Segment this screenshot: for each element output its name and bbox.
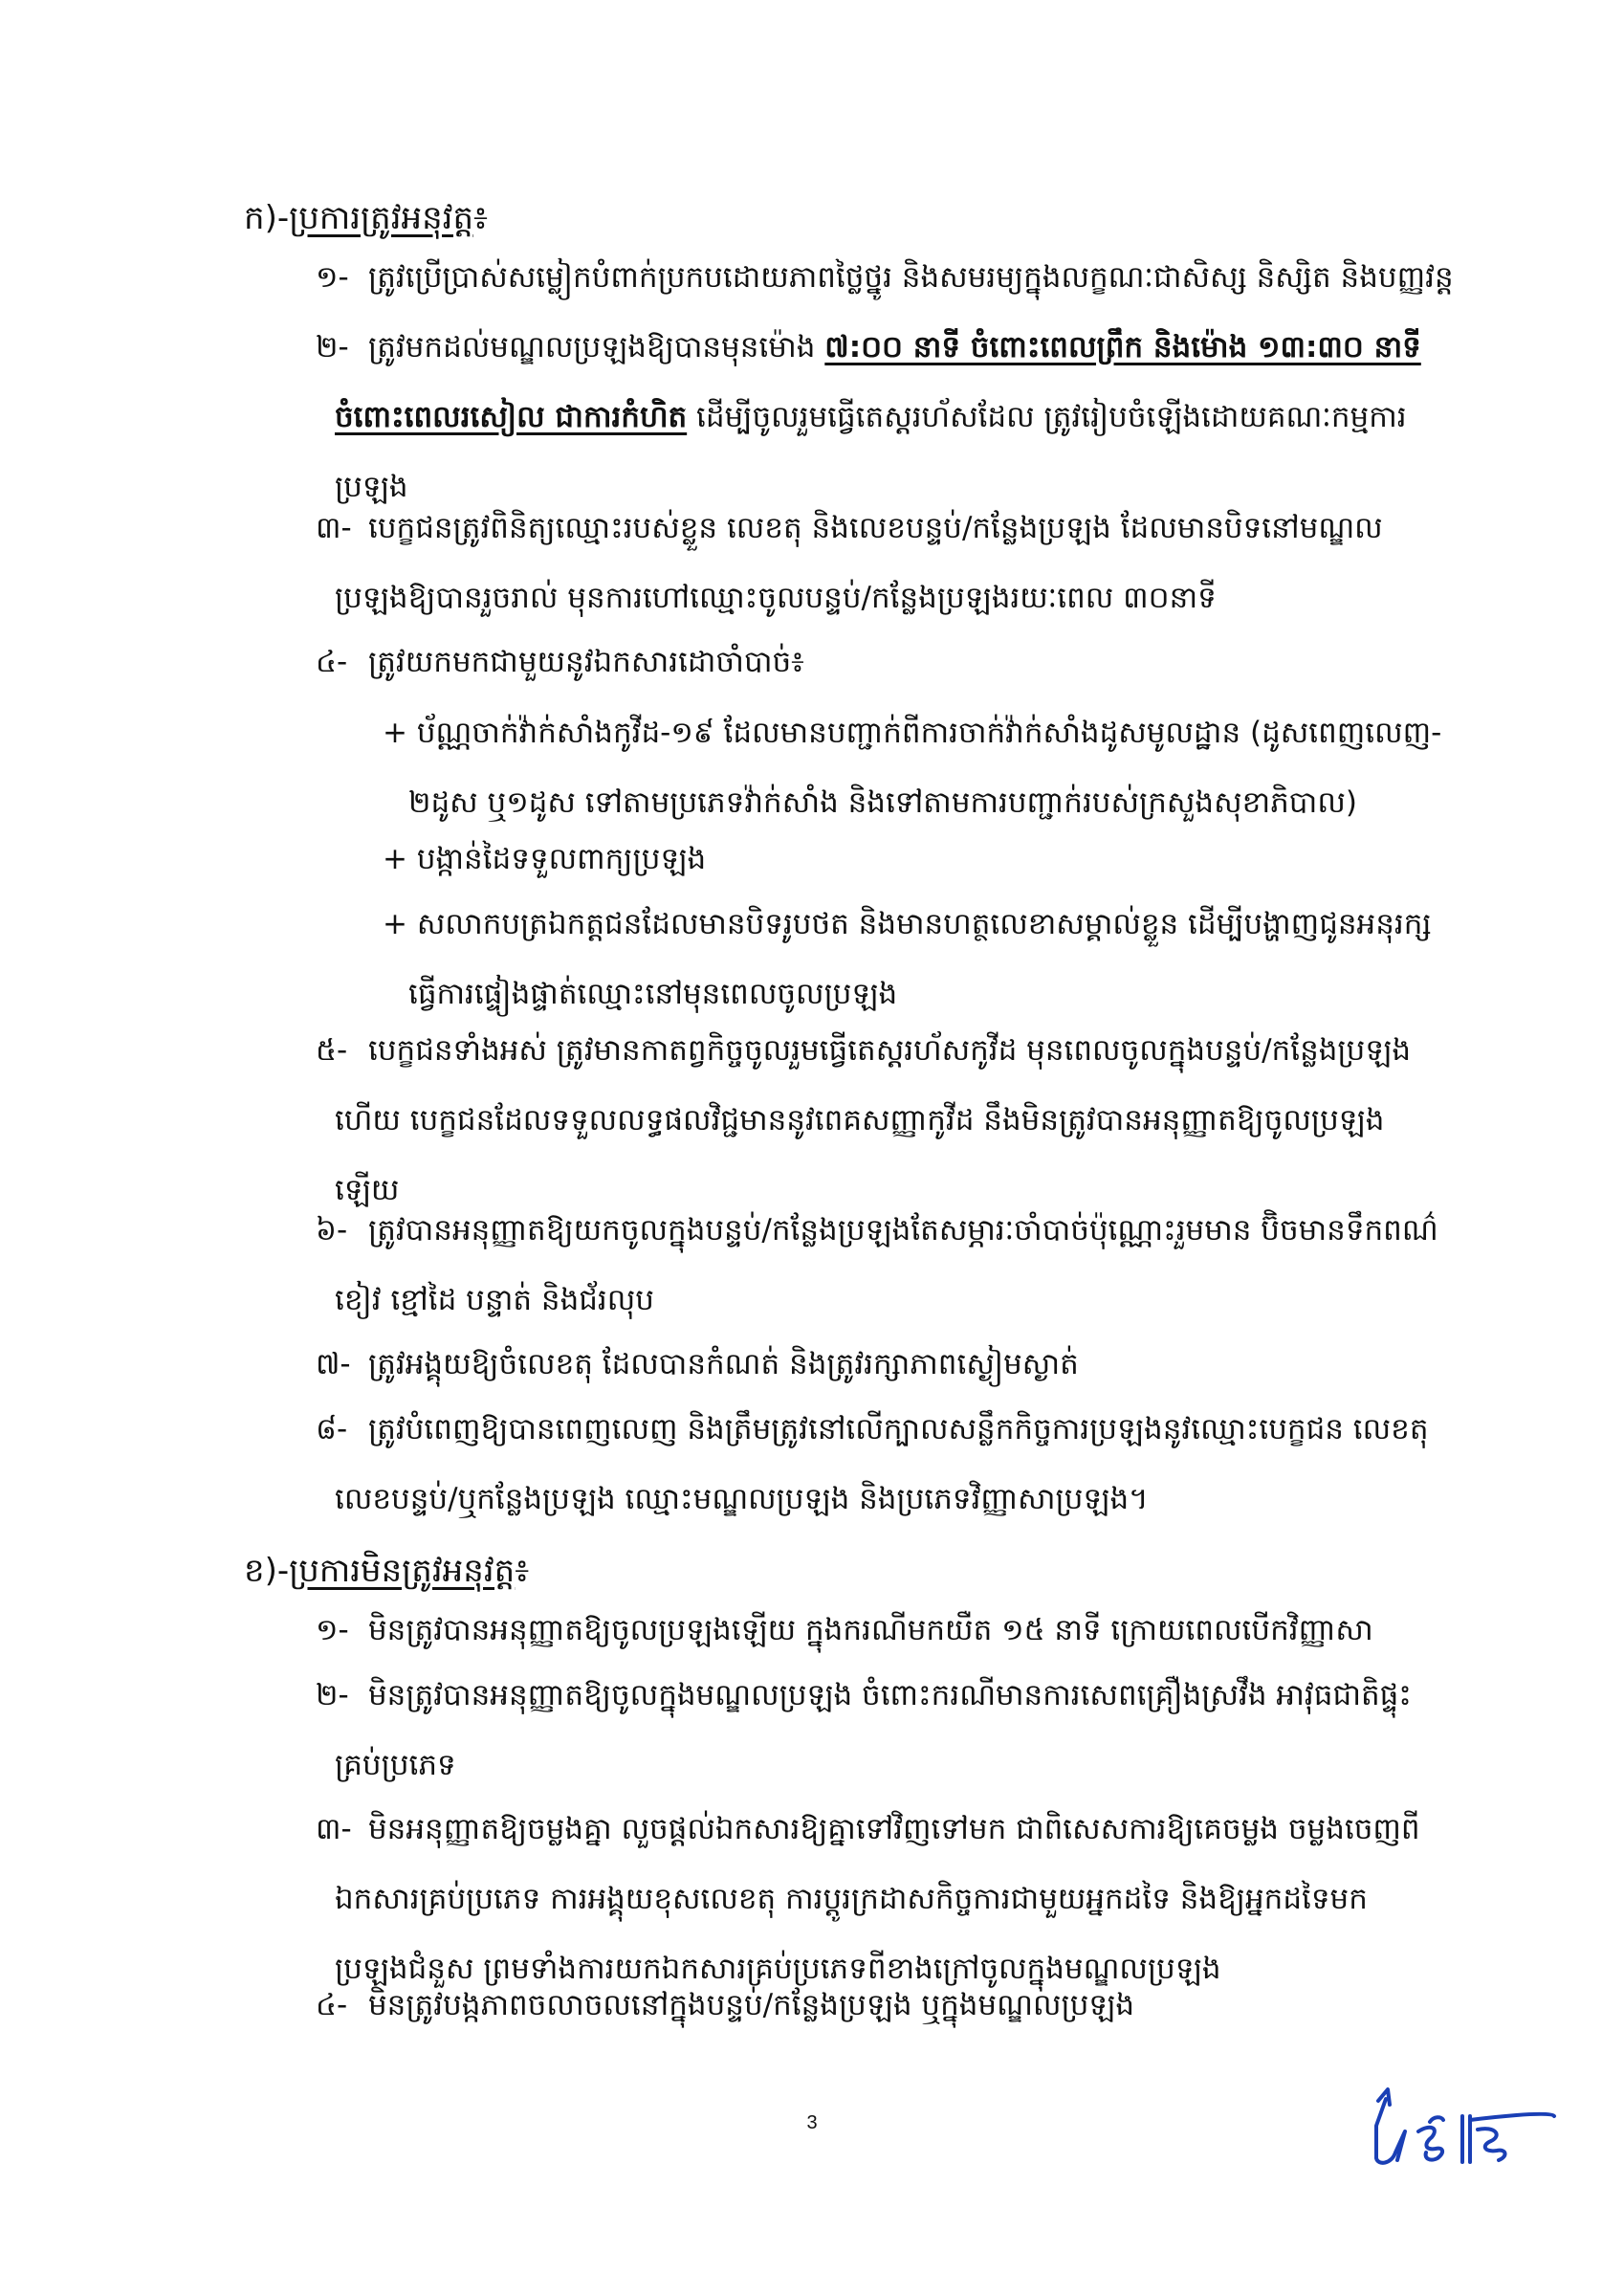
rule-text: បេក្ខជនទាំងអស់ ត្រូវមានកាតព្វកិច្ចចូលរួមធ្វើតេស្តរហ័សកូវីដ មុនពេលចូលក្នុងបន្ទប់/កន្លែងប្រឡង bbox=[368, 1033, 1412, 1068]
sub-item bbox=[383, 825, 1473, 894]
sub-item-text: ប័ណ្ណចាក់វ៉ាក់សាំងកូវីដ-១៩ ដែលមានបញ្ជាក់ពីការចាក់វ៉ាក់សាំងដូសមូលដ្ឋាន (ដូសពេញលេញ- bbox=[416, 716, 1442, 750]
page-number: 3 bbox=[806, 2112, 818, 2133]
rule-number: ២- bbox=[316, 1678, 349, 1712]
rule-text: លេខបន្ទប់/ឬកន្លែងប្រឡង ឈ្មោះមណ្ឌលប្រឡង និងប្រភេទវិញ្ញាសាប្រឡង។ bbox=[335, 1482, 1149, 1516]
rule-item bbox=[316, 494, 1473, 633]
section-b-prefix: ខ)- bbox=[244, 1552, 290, 1590]
rule-item bbox=[316, 1196, 1473, 1336]
sub-item-text: សលាកបត្រឯកត្តជនដែលមានបិទរូបថត និងមានហត្ថលេខាសម្គាល់ខ្លួន ដើម្បីបង្ហាញជូនអនុរក្ស bbox=[416, 907, 1432, 941]
bullet-icon: + bbox=[383, 907, 407, 941]
rule-text: ត្រូវយកមកជាមួយនូវឯកសារដោចាំបាច់៖ bbox=[368, 645, 804, 679]
sub-item bbox=[383, 890, 1473, 1029]
rule-text: បេក្ខជនត្រូវពិនិត្យឈ្មោះរបស់ខ្លួន លេខតុ និងលេខបន្ទប់/កន្លែងប្រឡង ដែលមានបិទនៅមណ្ឌល bbox=[368, 511, 1383, 545]
bullet-icon: + bbox=[383, 842, 407, 876]
rule-number: ៧- bbox=[316, 1347, 351, 1381]
rule-number: ១- bbox=[316, 260, 349, 295]
rule-text: ត្រូវប្រើប្រាស់សម្លៀកបំពាក់ប្រកបដោយភាពថ្លៃថ្នូរ និងសមរម្យក្នុងលក្ខណៈជាសិស្ស និស្សិត និងបញ្ញវន្ត bbox=[368, 260, 1454, 295]
rule-text-emphasis: ចំពោះពេលរសៀល ជាការកំហិត bbox=[335, 400, 688, 434]
sub-item bbox=[383, 698, 1473, 838]
rule-number: ៣- bbox=[316, 1812, 352, 1846]
rule-text: ខៀវ ខ្មៅដៃ បន្ទាត់ និងជ័រលុប bbox=[335, 1283, 654, 1317]
rule-item bbox=[316, 1661, 1473, 1800]
rule-text: មិនអនុញ្ញាតឱ្យចម្លងគ្នា លួចផ្តល់ឯកសារឱ្យគ្នាទៅវិញទៅមក ជាពិសេសការឱ្យគេចម្លង ចម្លងចេញពី bbox=[368, 1812, 1420, 1846]
section-b-heading bbox=[244, 1542, 529, 1600]
rule-text: ត្រូវបំពេញឱ្យបានពេញលេញ និងត្រឹមត្រូវនៅលើក្បាលសន្លឹកកិច្ចការប្រឡងនូវឈ្មោះបេក្ខជន លេខតុ bbox=[368, 1412, 1429, 1446]
rule-text: ប្រឡង bbox=[335, 470, 408, 504]
section-a-prefix: ក)- bbox=[244, 199, 290, 237]
rule-number: ៨- bbox=[316, 1412, 348, 1446]
sub-item-text: ធ្វើការផ្ទៀងផ្ទាត់ឈ្មោះនៅមុនពេលចូលប្រឡង bbox=[408, 977, 898, 1011]
handwritten-initials-signature bbox=[1363, 2084, 1564, 2184]
rule-item bbox=[316, 628, 1473, 697]
section-a-suffix: ៖ bbox=[473, 199, 488, 237]
rule-item bbox=[316, 1395, 1473, 1534]
rule-number: ៤- bbox=[316, 645, 348, 679]
rule-item bbox=[316, 1596, 1473, 1666]
section-b-suffix: ៖ bbox=[515, 1552, 530, 1590]
rule-text: មិនត្រូវបានអនុញ្ញាតឱ្យចូលប្រឡងឡើយ ក្នុងករណីមកយឺត ១៥ នាទី ក្រោយពេលបើកវិញ្ញាសា bbox=[368, 1613, 1373, 1647]
rule-text: ឡើយ bbox=[335, 1173, 400, 1207]
bullet-icon: + bbox=[383, 716, 407, 750]
sub-item-text: បង្កាន់ដៃទទួលពាក្យប្រឡង bbox=[416, 842, 707, 876]
rule-item bbox=[316, 1971, 1473, 2041]
section-b-title: ប្រការមិនត្រូវអនុវត្ត bbox=[289, 1552, 516, 1590]
section-a-title: ប្រការត្រូវអនុវត្ត bbox=[289, 199, 474, 237]
rule-text-emphasis: ៧:០០ នាទី ចំពោះពេលព្រឹក និងម៉ោង ១៣:៣០ នាទី bbox=[824, 330, 1421, 364]
rule-item bbox=[316, 1016, 1473, 1225]
rule-number: ៤- bbox=[316, 1988, 348, 2022]
sub-item-text: ២ដូស ឬ១ដូស ទៅតាមប្រភេទវ៉ាក់សាំង និងទៅតាមការបញ្ជាក់របស់ក្រសួងសុខាភិបាល) bbox=[408, 785, 1357, 820]
rule-item bbox=[316, 313, 1473, 522]
rule-text: ហើយ បេក្ខជនដែលទទួលលទ្ធផលវិជ្ជមាននូវពេគសញ្ញាកូវីដ នឹងមិនត្រូវបានអនុញ្ញាតឱ្យចូលប្រឡង bbox=[335, 1103, 1385, 1137]
rule-text: ប្រឡងជំនួស ព្រមទាំងការយកឯកសារគ្រប់ប្រភេទពីខាងក្រៅចូលក្នុងមណ្ឌលប្រឡង bbox=[335, 1952, 1221, 1986]
rule-number: ៣- bbox=[316, 511, 352, 545]
rule-text: ត្រូវមកដល់មណ្ឌលប្រឡងឱ្យបានមុនម៉ោង bbox=[368, 330, 825, 364]
rule-text: មិនត្រូវបង្កភាពចលាចលនៅក្នុងបន្ទប់/កន្លែងប្រឡង ឬក្នុងមណ្ឌលប្រឡង bbox=[368, 1988, 1135, 2022]
rule-text: ត្រូវអង្គុយឱ្យចំលេខតុ ដែលបានកំណត់ និងត្រូវរក្សាភាពស្ងៀមស្ងាត់ bbox=[368, 1347, 1079, 1381]
rule-number: ១- bbox=[316, 1613, 349, 1647]
rule-text: ត្រូវបានអនុញ្ញាតឱ្យយកចូលក្នុងបន្ទប់/កន្លែងប្រឡងតែសម្ភារៈចាំបាច់ប៉ុណ្ណោះរួមមាន ប៊ិចមានទឹកពណ៌ bbox=[368, 1213, 1438, 1247]
rule-item bbox=[316, 1330, 1473, 1400]
rule-item bbox=[316, 243, 1473, 313]
rule-number: ៥- bbox=[316, 1033, 348, 1068]
rule-number: ២- bbox=[316, 330, 349, 364]
rule-text: គ្រប់ប្រភេទ bbox=[335, 1748, 456, 1782]
rule-number: ៦- bbox=[316, 1213, 348, 1247]
rule-text: ឯកសារគ្រប់ប្រភេទ ការអង្គុយខុសលេខតុ ការប្តូរក្រដាសកិច្ចការជាមួយអ្នកដទៃ និងឱ្យអ្នកដទៃមក bbox=[335, 1882, 1368, 1916]
rule-text: ដើម្បីចូលរួមធ្វើតេស្តរហ័សដែល ត្រូវរៀបចំឡើងដោយគណៈកម្មការ bbox=[687, 400, 1407, 434]
section-a-heading bbox=[244, 189, 488, 247]
rule-text: ប្រឡងឱ្យបានរួចរាល់ មុនការហៅឈ្មោះចូលបន្ទប់/កន្លែងប្រឡងរយៈពេល ៣០នាទី bbox=[335, 581, 1217, 615]
rule-text: មិនត្រូវបានអនុញ្ញាតឱ្យចូលក្នុងមណ្ឌលប្រឡង ចំពោះករណីមានការសេពគ្រឿងស្រវឹង អាវុធជាតិផ្ទុះ bbox=[368, 1678, 1412, 1712]
